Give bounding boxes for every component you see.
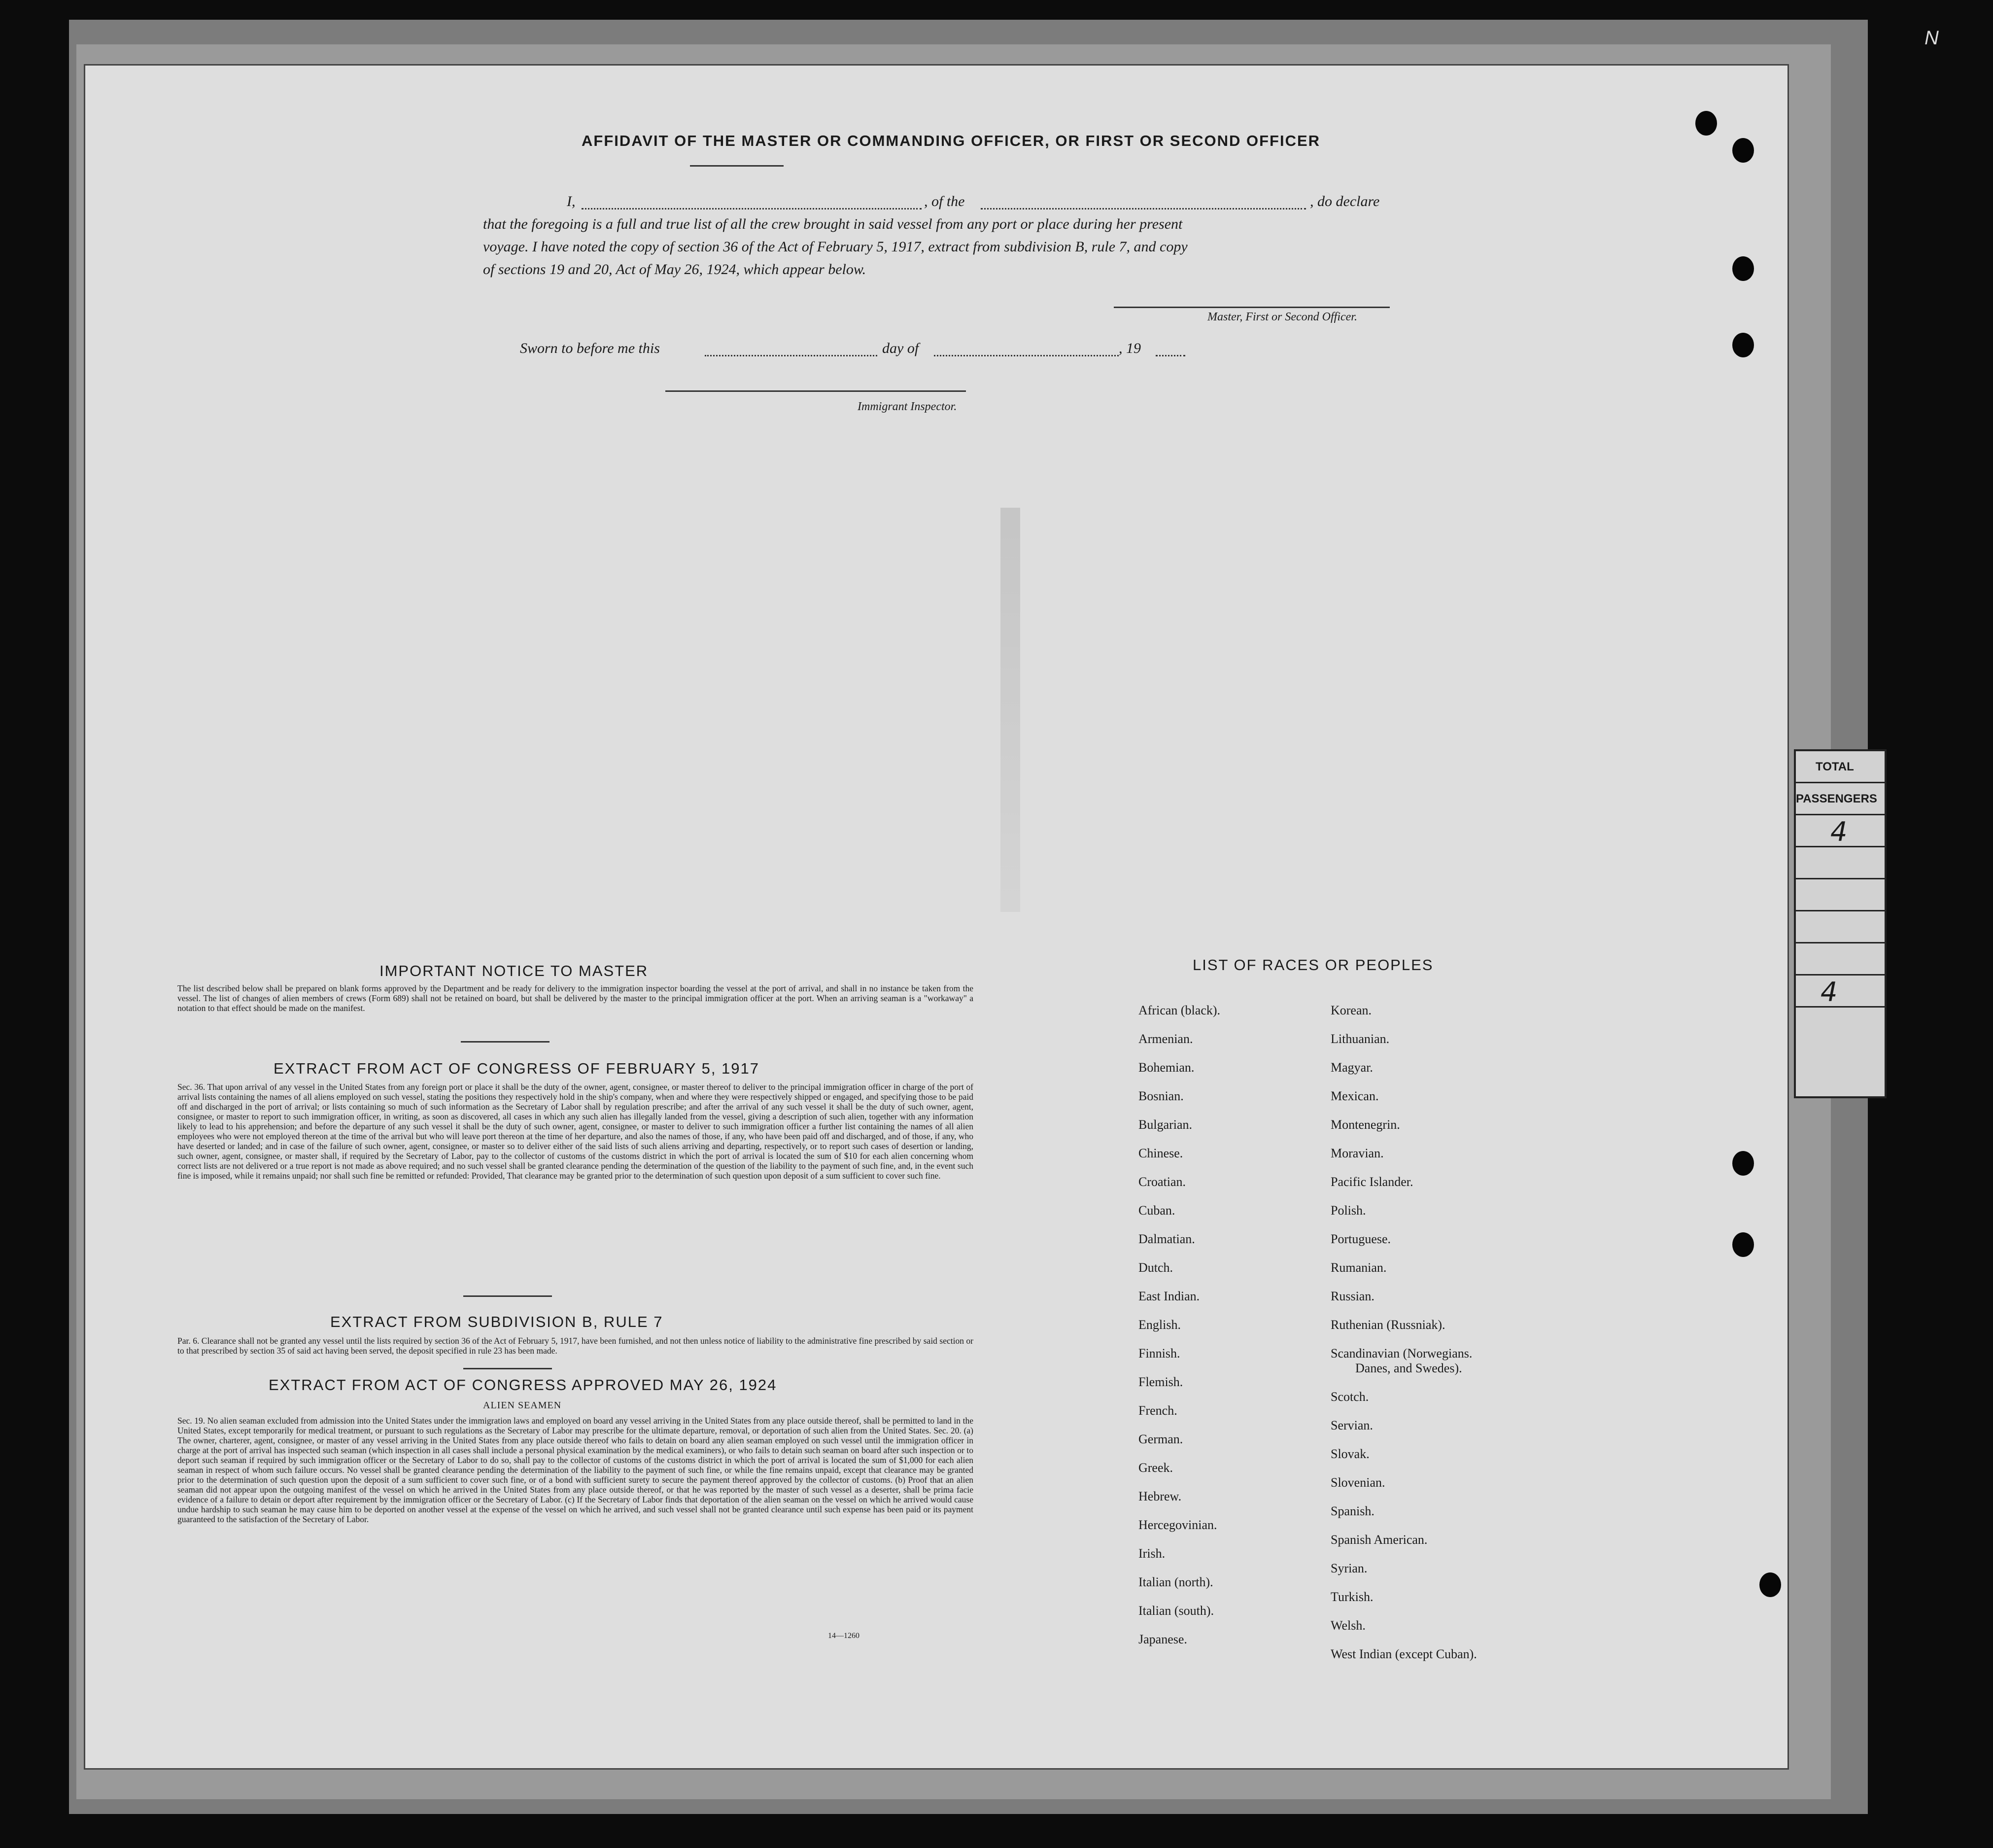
sworn-day-blank[interactable]	[705, 355, 877, 356]
total-value-row	[1796, 815, 1885, 847]
race-item: Bosnian.	[1138, 1089, 1184, 1103]
race-item: Syrian.	[1331, 1561, 1368, 1575]
race-item: Montenegrin.	[1331, 1117, 1400, 1132]
total-blank-row	[1796, 879, 1885, 911]
race-item: Italian (south).	[1138, 1604, 1214, 1618]
master-signature-caption: Master, First or Second Officer.	[1207, 311, 1357, 323]
race-item: Dutch.	[1138, 1260, 1173, 1275]
sworn-month-blank[interactable]	[934, 355, 1119, 356]
race-item: Magyar.	[1331, 1060, 1373, 1075]
total-blank-row	[1796, 847, 1885, 879]
extract-1917-title: EXTRACT FROM ACT OF CONGRESS OF FEBRUARY 5, 1917	[274, 1060, 760, 1077]
manifest-back-page	[84, 64, 1789, 1770]
notice-title: IMPORTANT NOTICE TO MASTER	[379, 962, 649, 979]
total-value: 4	[1830, 816, 1848, 847]
race-item: Croatian.	[1138, 1175, 1186, 1189]
vessel-blank[interactable]	[981, 208, 1306, 209]
total-header-row	[1796, 751, 1885, 783]
race-item: Greek.	[1138, 1461, 1173, 1475]
year-label: , 19	[1119, 340, 1141, 356]
race-item: West Indian (except Cuban).	[1331, 1647, 1477, 1661]
name-blank[interactable]	[582, 208, 922, 209]
race-item: African (black).	[1138, 1003, 1221, 1017]
race-item: Welsh.	[1331, 1618, 1366, 1633]
total-value-row	[1796, 976, 1885, 1008]
total-header: TOTAL	[1816, 760, 1854, 773]
races-column-1	[1138, 1003, 1316, 1661]
extract-1924-body: Sec. 19. No alien seaman excluded from admission into the United States under the immigration laws and employed on board any vessel arriving in the United States from any place outside thereof, shall be permitted to land in the United States, except temporarily for medical treatment, or pursuant to such regulations as the Secretary of Labor may prescribe for the ultimate departure, removal, or deportation of such alien from the United States. Sec. 20. (a) The owner, charterer, agent, consignee, or master of any vessel arriving in the United States from any place outside thereof who fails to detain on board any alien seaman employed on such vessel until the immigration officer in charge at the port of arrival has inspected such seaman (which inspection in all cases shall include a personal physical examination by the medical examiners), or who fails to detain such seaman on board after such inspection or to deport such seaman if required by such immigration officer or the Secretary of Labor to do so, shall pay to the collector of customs of the customs district in which the port of arrival is located the sum of $1,000 for each alien seaman in respect of whom such failure occurs. No vessel shall be granted clearance pending the determination of the liability to the payment of such fine, or while the fine remains unpaid, except that clearance may be granted prior to the determination of such question upon the deposit of a sum sufficient to cover such fine, or of a bond with sufficient surety to secure the payment thereof approved by the collector of customs. (b) Proof that an alien seaman did not appear upon the outgoing manifest of the vessel on which he arrived in the United States from any place outside thereof, or that he was reported by the master of such vessel as a deserter, shall be prima facie evidence of a failure to detain or deport after requirement by the immigration officer or the Secretary of Labor. (c) If the Secretary of Labor finds that deportation of the alien seaman on the vessel on which he arrived would cause undue hardship to such seaman he may cause him to be deported on another vessel at the expense of the vessel on which he arrived, and such vessel shall not be granted clearance until such expense has been paid or its payment guaranteed to the satisfaction of the Secretary of Labor.	[177, 1416, 973, 1524]
race-item: Slovak.	[1331, 1447, 1370, 1461]
race-item: Portuguese.	[1331, 1232, 1391, 1246]
divider	[463, 1368, 552, 1369]
punch-hole	[1732, 1232, 1754, 1257]
affidavit-line-3: voyage. I have noted the copy of section 36 of the Act of February 5, 1917, extract from subdivision B, rule 7, and copy	[483, 239, 1188, 255]
master-signature-line[interactable]	[1114, 307, 1390, 308]
sworn-line	[520, 340, 1210, 360]
rule7-title: EXTRACT FROM SUBDIVISION B, RULE 7	[330, 1313, 663, 1330]
title-underline	[690, 165, 784, 167]
affidavit-title: AFFIDAVIT OF THE MASTER OR COMMANDING OFFICER, OR FIRST OR SECOND OFFICER	[582, 132, 1321, 149]
race-item: Ruthenian (Russniak).	[1331, 1318, 1445, 1332]
race-item: Spanish.	[1331, 1504, 1374, 1518]
affidavit-line-2: that the foregoing is a full and true list of all the crew brought in said vessel from any port or place during her present	[483, 216, 1183, 232]
notice-body: The list described below shall be prepared on blank forms approved by the Department and be ready for delivery to the immigration inspector boarding the vessel at the port of arrival, and shall in no instance be taken from the vessel. The list of changes of alien members of crews (Form 689) shall not be retained on board, but shall be delivered by the master to the principal immigration officer at the port. When an arriving seaman is a "workaway" a notation to that effect should be made on the manifest.	[177, 983, 973, 1013]
race-item: Bohemian.	[1138, 1060, 1195, 1075]
race-item: Rumanian.	[1331, 1260, 1387, 1275]
divider	[463, 1295, 552, 1297]
races-title: LIST OF RACES OR PEOPLES	[1193, 956, 1434, 974]
punch-hole	[1732, 1151, 1754, 1176]
extract-1917-body: Sec. 36. That upon arrival of any vessel in the United States from any foreign port or place it shall be the duty of the owner, agent, consignee, or master thereof to deliver to the principal immigration officer in charge of the port of arrival lists containing the names of all aliens employed on such vessel, stating the positions they respectively hold in the ship's company, when and where they were respectively shipped or engaged, and specifying those to be paid off and discharged in the port of arrival; or lists containing so much of such information as the Secretary of Labor shall by regulation prescribe; and after the arrival of any such vessel it shall be the duty of such owner, agent, consignee, or master to report to such immigration officer, in writing, as soon as discovered, all cases in which any such alien has illegally landed from the vessel, giving a description of such alien, together with any information likely to lead to his apprehension; and before the departure of any such vessel it shall be the duty of such owner, agent, consignee, or master to deliver to such immigration officer a further list containing the names of all alien employees who were not employed thereon at the time of the arrival but who will leave port thereon at the time of her departure, and also the names of those, if any, who have been paid off and discharged, and of those, if any, who have deserted or landed; and in case of the failure of such owner, agent, consignee, or master so to deliver either of the said lists of such aliens arriving and departing, respectively, or to report such cases of desertion or landing, such owner, agent, consignee, or master shall, if required by the Secretary of Labor, pay to the collector of customs of the customs district in which the port of arrival is located the sum of $10 for each alien concerning whom correct lists are not delivered or a true report is not made as above required; and no such vessel shall be granted clearance pending the determination of the question of the liability to the payment of such fine, and, in the event such fine is imposed, while it remains unpaid; nor shall such fine be remitted or refunded: Provided, That clearance may be granted prior to the determination of such question upon deposit of a sum sufficient to cover such fine.	[177, 1082, 973, 1181]
race-item: Cuban.	[1138, 1203, 1175, 1218]
rule7-body: Par. 6. Clearance shall not be granted any vessel until the lists required by section 36 of the Act of February 5, 1917, have been furnished, and not then unless notice of liability to the administrative fine prescribed by said section or to that prescribed by section 35 of said act having been served, the deposit specified in rule 23 has been made.	[177, 1336, 973, 1356]
race-item: Danes, and Swedes).	[1355, 1361, 1462, 1375]
divider	[461, 1041, 550, 1043]
race-item: Slovenian.	[1331, 1475, 1385, 1490]
do-declare-label: , do declare	[1310, 193, 1380, 209]
race-item: French.	[1138, 1403, 1177, 1418]
extract-1924-title: EXTRACT FROM ACT OF CONGRESS APPROVED MAY 26, 1924	[269, 1376, 777, 1394]
race-item: Spanish American.	[1331, 1533, 1428, 1547]
race-item: Moravian.	[1331, 1146, 1384, 1160]
race-item: Irish.	[1138, 1546, 1166, 1561]
punch-hole	[1759, 1572, 1781, 1597]
race-item: Italian (north).	[1138, 1575, 1213, 1589]
race-item: Dalmatian.	[1138, 1232, 1195, 1246]
races-column-2	[1331, 1003, 1577, 1675]
sworn-label: Sworn to before me this	[520, 340, 660, 356]
race-item: Turkish.	[1331, 1590, 1374, 1604]
punch-hole	[1732, 138, 1754, 163]
race-item: Hebrew.	[1138, 1489, 1182, 1503]
race-item: Armenian.	[1138, 1032, 1193, 1046]
race-item: Scotch.	[1331, 1390, 1369, 1404]
passengers-header: PASSENGERS	[1796, 792, 1877, 805]
race-item: Scandinavian (Norwegians.	[1331, 1346, 1473, 1360]
of-the-label: , of the	[924, 193, 965, 209]
race-item: English.	[1138, 1318, 1181, 1332]
race-item: Chinese.	[1138, 1146, 1183, 1160]
inspector-signature-line[interactable]	[665, 390, 966, 392]
race-item: Japanese.	[1138, 1632, 1187, 1646]
alien-seamen-subtitle: ALIEN SEAMEN	[483, 1400, 562, 1411]
total-value: 4	[1821, 976, 1838, 1008]
race-item: German.	[1138, 1432, 1183, 1446]
total-blank-row	[1796, 943, 1885, 976]
total-passengers-box	[1794, 749, 1887, 1098]
race-item: Korean.	[1331, 1003, 1372, 1017]
punch-hole	[1732, 333, 1754, 357]
race-item: Bulgarian.	[1138, 1117, 1193, 1132]
race-item: Finnish.	[1138, 1346, 1180, 1360]
affidavit-line-4: of sections 19 and 20, Act of May 26, 1924, which appear below.	[483, 261, 866, 278]
race-item: Mexican.	[1331, 1089, 1379, 1103]
form-number: 14—1260	[828, 1632, 859, 1640]
day-of-label: day of	[882, 340, 919, 356]
passengers-header-row	[1796, 783, 1885, 815]
inspector-caption: Immigrant Inspector.	[858, 400, 957, 413]
race-item: Pacific Islander.	[1331, 1175, 1413, 1189]
race-item: Polish.	[1331, 1203, 1366, 1218]
bleed-through-mark	[1000, 508, 1020, 912]
race-item: Lithuanian.	[1331, 1032, 1390, 1046]
total-blank-row	[1796, 911, 1885, 943]
affidavit-line-1	[483, 193, 1508, 213]
race-item: Flemish.	[1138, 1375, 1183, 1389]
corner-mark: N	[1924, 27, 1939, 49]
race-item: Hercegovinian.	[1138, 1518, 1217, 1532]
punch-hole	[1732, 256, 1754, 281]
race-item: Russian.	[1331, 1289, 1374, 1303]
sworn-year-blank[interactable]	[1156, 355, 1185, 356]
punch-hole	[1695, 111, 1717, 136]
race-item: East Indian.	[1138, 1289, 1200, 1303]
race-item: Servian.	[1331, 1418, 1373, 1432]
i-label: I,	[567, 193, 576, 209]
